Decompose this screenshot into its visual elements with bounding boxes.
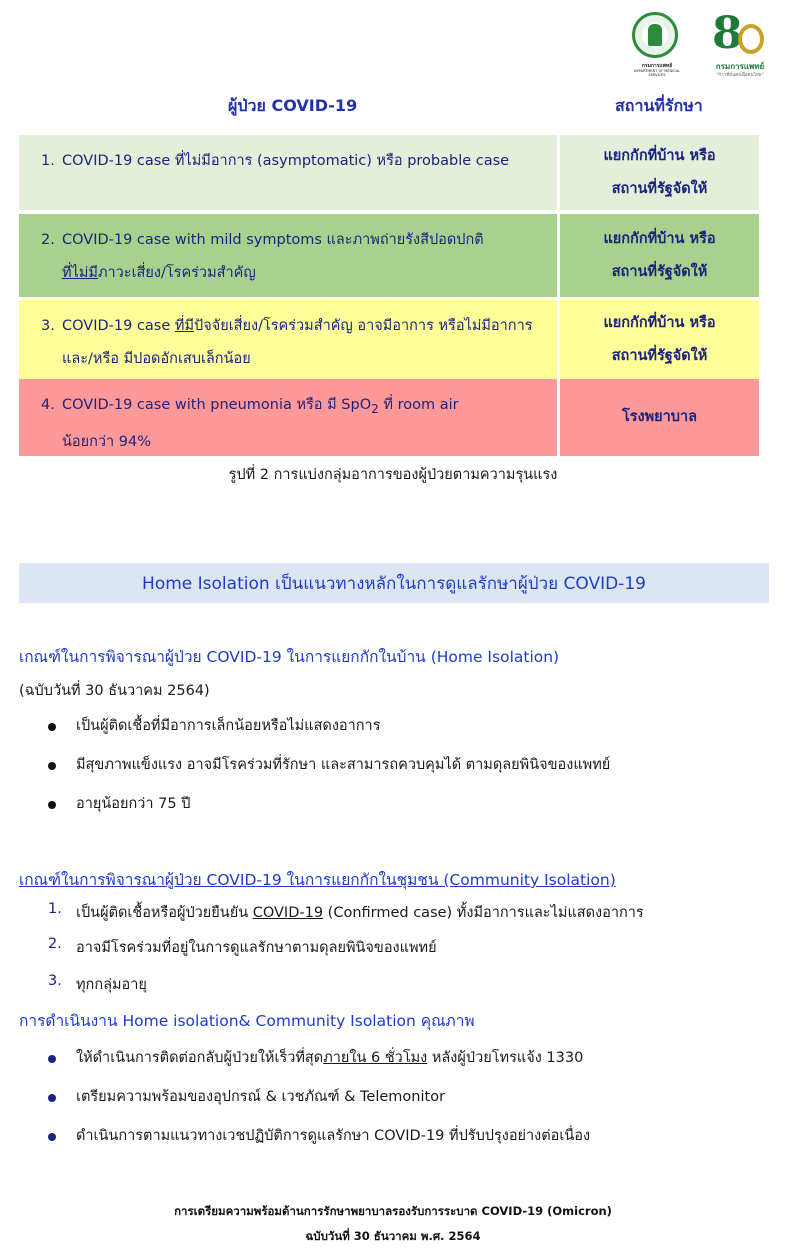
list-item [76, 1046, 583, 1069]
item-text-rest: หลังผู้ป่วยโทรแจ้ง 1330 [427, 1050, 584, 1066]
table-row [19, 300, 759, 379]
table-header-patient: ผู้ป่วย COVID-19 [228, 96, 358, 115]
place-cell [560, 379, 759, 456]
community-isolation-title: เกณฑ์ในการพิจารณาผู้ป่วย COVID-19 ในการแยกกักในชุมชน (Community Isolation) [19, 871, 616, 889]
list-item: เป็นผู้ติดเชื้อที่มีอาการเล็กน้อยหรือไม่แสดงอาการ [76, 718, 381, 734]
row-line-1-rest: ปัจจัยเสี่ยง/โรคร่วมสำคัญ อาจมีอาการ หรือไม่มีอาการ [194, 318, 533, 334]
patient-cell [19, 135, 557, 210]
ring-icon [738, 24, 764, 54]
list-item: ทุกกลุ่มอายุ [76, 977, 147, 993]
bullet-icon [48, 1055, 56, 1063]
place-line-2: สถานที่รัฐจัดให้ [611, 263, 708, 280]
row-number: 3. [41, 318, 55, 334]
list-number: 2. [48, 936, 62, 952]
row-line-1: COVID-19 case with mild symptoms และภาพถ่ายรังสีปอดปกติ [62, 232, 484, 248]
row-line-1-prefix: COVID-19 case with pneumonia หรือ มี SpO [62, 397, 372, 413]
patient-cell [19, 379, 557, 456]
row-number: 4. [41, 397, 55, 413]
list-item: อายุน้อยกว่า 75 ปี [76, 796, 191, 812]
place-cell [560, 135, 759, 210]
place-line-2: สถานที่รัฐจัดให้ [611, 180, 708, 197]
logo-english-text: DEPARTMENT OF MEDICAL SERVICES [633, 69, 681, 77]
bullet-icon [48, 1094, 56, 1102]
item-underlined-text: COVID-19 [252, 905, 324, 921]
place-line-1: แยกกักที่บ้าน หรือ [603, 230, 716, 247]
figure-caption: รูปที่ 2 การแบ่งกลุ่มอาการของผู้ป่วยตามความรุนแรง [228, 467, 558, 483]
list-number: 3. [48, 973, 62, 989]
place-line-1: แยกกักที่บ้าน หรือ [603, 314, 716, 331]
row-line-2: น้อยกว่า 94% [62, 433, 152, 450]
place-cell [560, 214, 759, 297]
list-item: อาจมีโรคร่วมที่อยู่ในการดูแลรักษาตามดุลยพินิจของแพทย์ [76, 940, 437, 956]
department-of-medical-services-logo [626, 12, 688, 77]
quality-title: การดำเนินงาน Home isolation& Community Isolation คุณภาพ [19, 1012, 475, 1030]
row-line-2: ภาวะเสี่ยง/โรคร่วมสำคัญ [97, 265, 256, 281]
list-item: เตรียมความพร้อมของอุปกรณ์ & เวชภัณฑ์ & Telemonitor [76, 1089, 446, 1105]
row-line-1-prefix: COVID-19 case [62, 318, 175, 334]
home-isolation-title: เกณฑ์ในการพิจารณาผู้ป่วย COVID-19 ในการแยกกักในบ้าน (Home Isolation) [19, 648, 560, 666]
bullet-icon [48, 762, 56, 770]
patient-cell [19, 214, 557, 297]
anniversary-80-logo [710, 8, 770, 80]
bullet-icon [48, 1133, 56, 1141]
row-description [62, 145, 547, 178]
item-text-rest: (Confirmed case) ทั้งมีอาการและไม่แสดงอาการ [323, 905, 644, 921]
item-text: ให้ดำเนินการติดต่อกลับผู้ป่วยให้เร็วที่สุด [76, 1050, 324, 1066]
footer-line-2: ฉบับวันที่ 30 ธันวาคม พ.ศ. 2564 [305, 1229, 481, 1243]
item-underlined-text: ภายใน 6 ชั่วโมง [323, 1050, 428, 1066]
quality-list [48, 1046, 768, 1156]
place-cell [560, 300, 759, 379]
banner-text: Home Isolation เป็นแนวทางหลักในการดูแลรักษาผู้ป่วย COVID-19 [142, 573, 646, 594]
place-line-1: แยกกักที่บ้าน หรือ [603, 147, 716, 164]
place-line-1: โรงพยาบาล [621, 409, 698, 425]
home-isolation-banner [19, 563, 769, 603]
bullet-icon [48, 801, 56, 809]
row-line-1: COVID-19 case ที่ไม่มีอาการ (asymptomatic) หรือ probable case [62, 153, 510, 169]
row-line-1-rest: ที่ room air [378, 397, 459, 413]
logo-slogan: "ก้าวที่มั่นคงเพื่อคนไทย" [716, 73, 764, 78]
table-header-place: สถานที่รักษา [615, 96, 703, 115]
community-isolation-list [48, 901, 768, 1001]
footer-line-1: การเตรียมความพร้อมด้านการรักษาพยาบาลรองรับการระบาด COVID-19 (Omicron) [174, 1204, 612, 1218]
logo-number: 8 [712, 8, 743, 59]
list-item: ดำเนินการตามแนวทางเวชปฏิบัติการดูแลรักษา COVID-19 ที่ปรับปรุงอย่างต่อเนื่อง [76, 1128, 591, 1144]
table-row [19, 379, 759, 456]
list-number: 1. [48, 901, 62, 917]
subscript-2: 2 [371, 401, 379, 416]
table-row [19, 135, 759, 210]
row-number: 1. [41, 153, 55, 169]
bullet-icon [48, 723, 56, 731]
list-item: มีสุขภาพแข็งแรง อาจมีโรคร่วมที่รักษา และสามารถควบคุมได้ ตามดุลยพินิจของแพทย์ [76, 757, 611, 773]
home-isolation-list [48, 714, 768, 824]
item-text: เป็นผู้ติดเชื้อหรือผู้ป่วยยืนยัน [76, 905, 253, 921]
patient-cell [19, 300, 557, 379]
logo-thai-text: กรมการแพทย์ [641, 63, 673, 69]
row-description [62, 224, 547, 290]
logo-line-1: กรมการแพทย์ [715, 62, 765, 71]
row-description [62, 310, 547, 376]
home-isolation-date: (ฉบับวันที่ 30 ธันวาคม 2564) [19, 683, 210, 699]
table-row [19, 214, 759, 297]
row-underlined-text: ที่มี [174, 318, 195, 334]
seal-icon [632, 12, 678, 58]
list-item [76, 901, 644, 924]
place-line-2: สถานที่รัฐจัดให้ [611, 347, 708, 364]
row-underlined-text: ที่ไม่มี [62, 265, 98, 281]
row-description [62, 389, 547, 459]
row-line-2: และ/หรือ มีปอดอักเสบเล็กน้อย [62, 351, 251, 367]
row-number: 2. [41, 232, 55, 248]
